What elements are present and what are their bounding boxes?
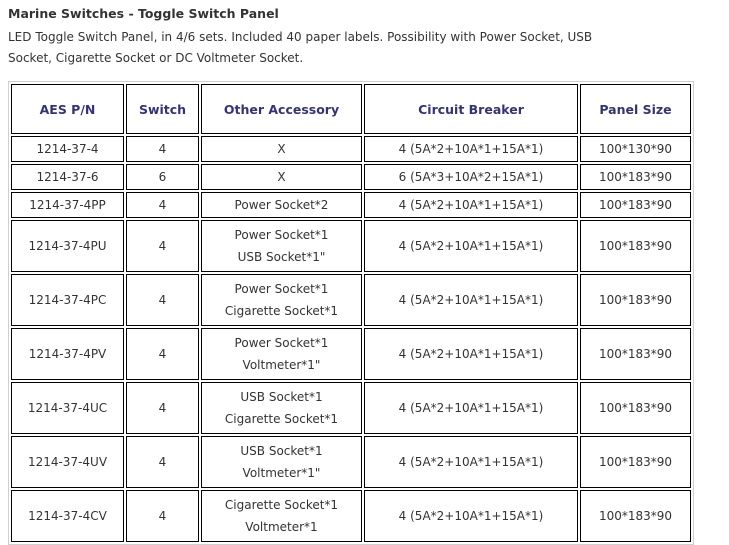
cell-switch: 4	[126, 490, 199, 542]
cell-switch: 4	[126, 136, 199, 162]
accessory-line: Voltmeter*1"	[242, 466, 321, 480]
cell-size: 100*130*90	[580, 136, 691, 162]
cell-size: 100*183*90	[580, 192, 691, 218]
accessory-line: USB Socket*1"	[237, 250, 326, 264]
cell-accessory	[201, 164, 362, 190]
table-row	[11, 164, 691, 190]
cell-pn: 1214-37-4PV	[11, 328, 124, 380]
cell-pn: 1214-37-4UV	[11, 436, 124, 488]
cell-breaker: 6 (5A*3+10A*2+15A*1)	[364, 164, 578, 190]
accessory-line: X	[277, 141, 286, 156]
cell-accessory	[201, 192, 362, 218]
cell-size: 100*183*90	[580, 490, 691, 542]
spec-table	[8, 81, 694, 545]
cell-size: 100*183*90	[580, 274, 691, 326]
cell-switch: 4	[126, 192, 199, 218]
cell-size: 100*183*90	[580, 164, 691, 190]
cell-size: 100*183*90	[580, 436, 691, 488]
cell-breaker: 4 (5A*2+10A*1+15A*1)	[364, 220, 578, 272]
cell-switch: 4	[126, 220, 199, 272]
table-row	[11, 274, 691, 326]
cell-switch: 4	[126, 274, 199, 326]
accessory-line: Power Socket*2	[234, 197, 329, 212]
table-row	[11, 382, 691, 434]
cell-breaker: 4 (5A*2+10A*1+15A*1)	[364, 436, 578, 488]
cell-pn: 1214-37-4PP	[11, 192, 124, 218]
accessory-line: USB Socket*1	[240, 443, 323, 458]
cell-pn: 1214-37-4CV	[11, 490, 124, 542]
cell-accessory	[201, 220, 362, 272]
cell-size: 100*183*90	[580, 328, 691, 380]
table-row	[11, 220, 691, 272]
cell-breaker: 4 (5A*2+10A*1+15A*1)	[364, 382, 578, 434]
cell-pn: 1214-37-4PC	[11, 274, 124, 326]
page-title: Marine Switches - Toggle Switch Panel	[8, 6, 279, 21]
cell-switch: 6	[126, 164, 199, 190]
cell-breaker: 4 (5A*2+10A*1+15A*1)	[364, 274, 578, 326]
table-row	[11, 192, 691, 218]
accessory-line: Power Socket*1	[234, 227, 329, 242]
cell-switch: 4	[126, 382, 199, 434]
header-other-accessory: Other Accessory	[201, 84, 362, 134]
header-switch: Switch	[126, 84, 199, 134]
table-row	[11, 436, 691, 488]
accessory-line: USB Socket*1	[240, 389, 323, 404]
header-aes-pn: AES P/N	[11, 84, 124, 134]
header-panel-size: Panel Size	[580, 84, 691, 134]
cell-accessory	[201, 274, 362, 326]
accessory-line: Cigarette Socket*1	[224, 497, 339, 512]
cell-switch: 4	[126, 436, 199, 488]
cell-accessory	[201, 490, 362, 542]
cell-pn: 1214-37-6	[11, 164, 124, 190]
accessory-line: Power Socket*1	[234, 335, 329, 350]
cell-accessory	[201, 328, 362, 380]
cell-breaker: 4 (5A*2+10A*1+15A*1)	[364, 192, 578, 218]
cell-accessory	[201, 436, 362, 488]
cell-pn: 1214-37-4PU	[11, 220, 124, 272]
accessory-line: Cigarette Socket*1	[224, 412, 339, 426]
cell-breaker: 4 (5A*2+10A*1+15A*1)	[364, 490, 578, 542]
product-description: LED Toggle Switch Panel, in 4/6 sets. Included 40 paper labels. Possibility with Power Socket, USB Socket, Cigarette Socket or DC Voltmeter Socket.	[8, 30, 593, 65]
table-row	[11, 490, 691, 542]
accessory-line: Voltmeter*1"	[242, 358, 321, 372]
header-circuit-breaker: Circuit Breaker	[364, 84, 578, 134]
accessory-line: Cigarette Socket*1	[224, 304, 339, 318]
table-row	[11, 136, 691, 162]
cell-accessory	[201, 382, 362, 434]
cell-size: 100*183*90	[580, 220, 691, 272]
accessory-line: X	[277, 169, 286, 184]
cell-switch: 4	[126, 328, 199, 380]
table-row	[11, 328, 691, 380]
cell-pn: 1214-37-4	[11, 136, 124, 162]
cell-breaker: 4 (5A*2+10A*1+15A*1)	[364, 136, 578, 162]
table-header-row	[11, 84, 691, 134]
accessory-line: Voltmeter*1	[245, 520, 318, 534]
cell-pn: 1214-37-4UC	[11, 382, 124, 434]
cell-accessory	[201, 136, 362, 162]
cell-breaker: 4 (5A*2+10A*1+15A*1)	[364, 328, 578, 380]
accessory-line: Power Socket*1	[234, 281, 329, 296]
cell-size: 100*183*90	[580, 382, 691, 434]
